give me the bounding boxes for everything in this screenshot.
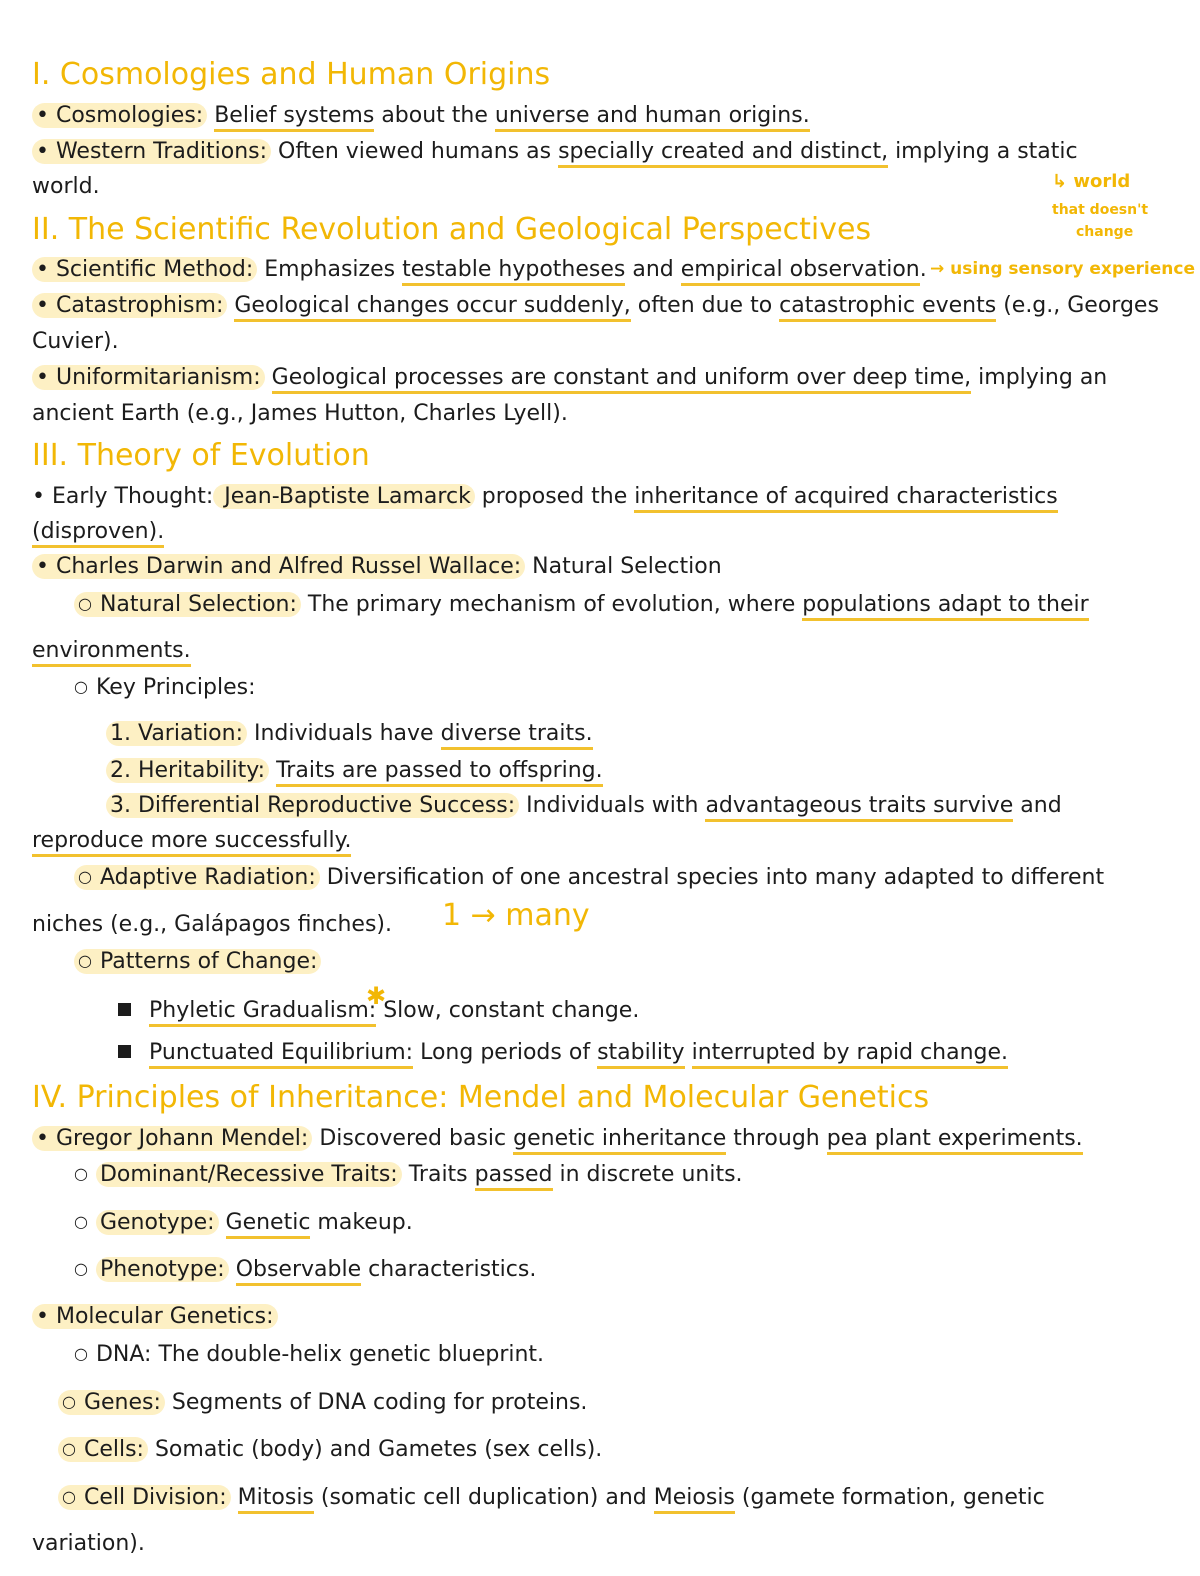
text: and xyxy=(1013,793,1062,818)
text: implying an xyxy=(971,365,1108,390)
text: universe and human origins. xyxy=(495,103,810,132)
text: specially created and distinct, xyxy=(558,139,888,168)
text: Genetic xyxy=(226,1210,311,1239)
ns-label: Natural Selection: xyxy=(99,592,297,617)
text: characteristics. xyxy=(361,1257,537,1282)
text: makeup. xyxy=(310,1210,413,1235)
cells-label-wrap xyxy=(58,1437,148,1462)
text: Mitosis xyxy=(238,1485,314,1514)
text: interrupted by rapid change. xyxy=(692,1040,1008,1069)
cosmologies-label: • Cosmologies: xyxy=(32,103,207,128)
text: often due to xyxy=(630,293,780,318)
cell-division-line xyxy=(58,1482,1045,1512)
uniformitarianism-line xyxy=(32,363,1107,393)
circle-bullet-icon: ○ xyxy=(74,1212,88,1231)
text: implying a static xyxy=(888,139,1078,164)
note-doesnt: that doesn't xyxy=(1052,202,1149,218)
text: Segments of DNA coding for proteins. xyxy=(164,1390,588,1415)
punctuated-equilibrium-line xyxy=(118,1038,1008,1068)
text: populations adapt to their xyxy=(802,592,1088,621)
text: environments. xyxy=(32,638,191,667)
heritability-line xyxy=(106,756,603,786)
western-label: • Western Traditions: xyxy=(32,139,271,164)
text: Traits are passed to offspring. xyxy=(276,758,603,787)
note-change: change xyxy=(1076,224,1134,240)
circle-bullet-icon: ○ xyxy=(78,951,92,970)
natural-selection-cont xyxy=(32,636,191,666)
text: diverse traits. xyxy=(441,721,593,750)
text: stability xyxy=(597,1040,685,1069)
differential-success-cont xyxy=(32,826,351,856)
pc-label: Patterns of Change: xyxy=(99,949,318,974)
catastrophism-cont: Cuvier). xyxy=(32,329,119,354)
section-3-heading: III. Theory of Evolution xyxy=(32,438,370,473)
mendel-line xyxy=(32,1124,1083,1154)
text: Somatic (body) and Gametes (sex cells). xyxy=(147,1437,603,1462)
darwin-line xyxy=(32,552,722,582)
text: empirical observation xyxy=(681,257,920,286)
western-traditions-cont: world. xyxy=(32,174,100,199)
circle-bullet-icon: ○ xyxy=(74,1259,88,1278)
early-thought-cont xyxy=(32,517,164,547)
early-thought-line xyxy=(32,482,1058,512)
text: Observable xyxy=(236,1257,361,1286)
text: Emphasizes xyxy=(257,257,403,282)
note-world: ↳ world xyxy=(1052,171,1131,192)
uni-label: • Uniformitarianism: xyxy=(32,365,265,390)
text: Geological changes occur suddenly, xyxy=(234,293,630,322)
text: passed xyxy=(475,1162,553,1191)
dominant-recessive-line xyxy=(74,1159,743,1189)
text: pea plant experiments. xyxy=(827,1126,1083,1155)
mendel-label: • Gregor Johann Mendel: xyxy=(32,1126,312,1151)
genes-line xyxy=(58,1387,587,1417)
section-2-heading: II. The Scientific Revolution and Geological Perspectives xyxy=(32,212,872,247)
text: genetic inheritance xyxy=(513,1126,726,1155)
drs-label: 3. Differential Reproductive Success: xyxy=(106,793,519,818)
genotype-line xyxy=(74,1207,413,1237)
square-bullet-icon xyxy=(118,1003,131,1016)
catastrophism-line xyxy=(32,291,1159,321)
text: Belief systems xyxy=(214,103,374,132)
dna-line xyxy=(74,1339,544,1369)
text: Geological processes are constant and uniform over deep time, xyxy=(272,365,972,394)
key-principles-line xyxy=(74,672,256,702)
text: The primary mechanism of evolution, where xyxy=(300,592,803,617)
scientific-method-line xyxy=(32,255,927,285)
lamarck-name: Jean-Baptiste Lamarck xyxy=(213,484,475,509)
text: Long periods of xyxy=(413,1040,598,1065)
cosmologies-line xyxy=(32,101,810,131)
var-label: 1. Variation: xyxy=(106,721,247,746)
circle-bullet-icon: ○ xyxy=(74,1344,88,1363)
adaptive-radiation-cont: niches (e.g., Galápagos finches). xyxy=(32,912,393,937)
text: (gamete formation, genetic xyxy=(734,1485,1045,1510)
text: Meiosis xyxy=(654,1485,735,1514)
note-many: 1 → many xyxy=(442,898,590,933)
text: (e.g., Georges xyxy=(996,293,1159,318)
genes-label: Genes: xyxy=(83,1390,161,1415)
text: Natural Selection xyxy=(525,554,722,579)
text: Discovered basic xyxy=(312,1126,514,1151)
text: catastrophic events xyxy=(779,293,996,322)
western-traditions-line xyxy=(32,137,1078,167)
patterns-of-change-line xyxy=(74,946,321,976)
cd-label-wrap xyxy=(58,1485,231,1510)
circle-bullet-icon: ○ xyxy=(74,1164,88,1183)
text: testable hypotheses xyxy=(402,257,625,286)
cells-label: Cells: xyxy=(83,1437,144,1462)
text: Key Principles: xyxy=(95,675,256,700)
note-sensory: → using sensory experience xyxy=(930,259,1195,279)
text: (somatic cell duplication) and xyxy=(313,1485,654,1510)
text: through xyxy=(726,1126,827,1151)
text: Individuals with xyxy=(519,793,706,818)
text: Often viewed humans as xyxy=(271,139,559,164)
text: reproduce more successfully. xyxy=(32,828,351,857)
section-4-heading: IV. Principles of Inheritance: Mendel and Molecular Genetics xyxy=(32,1080,930,1115)
cells-line xyxy=(58,1434,602,1464)
dom-label: Dominant/Recessive Traits: xyxy=(96,1162,402,1187)
circle-bullet-icon: ○ xyxy=(62,1439,76,1458)
darwin-label: • Charles Darwin and Alfred Russel Wallace: xyxy=(32,554,525,579)
circle-bullet-icon: ○ xyxy=(78,594,92,613)
sci-label: • Scientific Method: xyxy=(32,257,257,282)
text: Individuals have xyxy=(247,721,441,746)
dna-label: DNA: xyxy=(95,1342,152,1367)
circle-bullet-icon: ○ xyxy=(62,1487,76,1506)
uniformitarianism-cont: ancient Earth (e.g., James Hutton, Charles Lyell). xyxy=(32,401,568,426)
genes-label-wrap xyxy=(58,1390,165,1415)
molecular-genetics-line xyxy=(32,1302,278,1332)
text: proposed the xyxy=(474,484,635,509)
text: and xyxy=(625,257,681,282)
her-label: 2. Heritability: xyxy=(106,758,269,783)
square-bullet-icon xyxy=(118,1045,131,1058)
text: The double-helix genetic blueprint. xyxy=(151,1342,545,1367)
cd-label: Cell Division: xyxy=(83,1485,227,1510)
ns-label-wrap xyxy=(74,592,301,617)
natural-selection-line xyxy=(74,589,1089,619)
ar-label: Adaptive Radiation: xyxy=(99,865,316,890)
text: Slow, constant change. xyxy=(383,998,640,1023)
text: about the xyxy=(374,103,495,128)
early-label: • Early Thought: xyxy=(32,484,214,509)
text: Traits xyxy=(401,1162,475,1187)
cat-label: • Catastrophism: xyxy=(32,293,227,318)
pe-label: Punctuated Equilibrium: xyxy=(149,1040,413,1069)
text xyxy=(685,1040,692,1065)
text: Diversification of one ancestral species into many adapted to different xyxy=(319,865,1105,890)
text: (disproven). xyxy=(32,519,164,548)
cell-division-cont: variation). xyxy=(32,1531,145,1556)
circle-bullet-icon: ○ xyxy=(78,867,92,886)
pheno-label: Phenotype: xyxy=(96,1257,229,1282)
differential-success-line xyxy=(106,791,1062,821)
text: advantageous traits survive xyxy=(705,793,1013,822)
pg-label: Phyletic Gradualism: xyxy=(149,998,376,1027)
ar-label-wrap xyxy=(74,865,320,890)
phenotype-line xyxy=(74,1254,536,1284)
star-icon: ✱ xyxy=(366,982,387,1010)
section-1-heading: I. Cosmologies and Human Origins xyxy=(32,57,551,92)
text: . xyxy=(919,257,927,282)
variation-line xyxy=(106,719,593,749)
mol-label: • Molecular Genetics: xyxy=(32,1304,278,1329)
circle-bullet-icon: ○ xyxy=(62,1392,76,1411)
text: inheritance of acquired characteristics xyxy=(634,484,1057,513)
adaptive-radiation-line xyxy=(74,862,1104,892)
pc-label-wrap xyxy=(74,949,321,974)
geno-label: Genotype: xyxy=(96,1210,219,1235)
text: in discrete units. xyxy=(552,1162,743,1187)
circle-bullet-icon: ○ xyxy=(74,677,88,696)
